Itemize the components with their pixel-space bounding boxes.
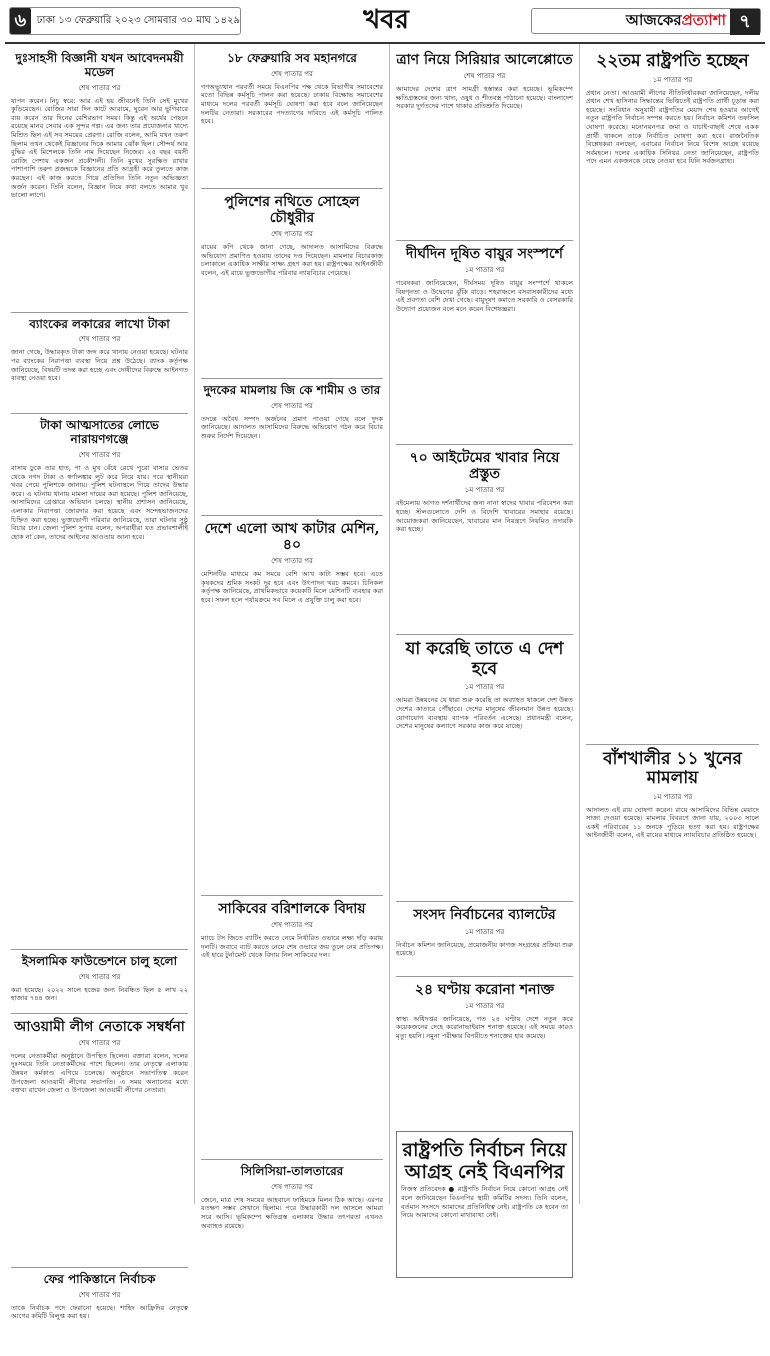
article-body: তদন্তে অবৈধ সম্পদ অর্জনের প্রমাণ পাওয়া গেছে বলে দুদক জানিয়েছে। আদালত আসামিদের বিরুদ্ধে অভিযোগ গঠন করে বিচার শুরুর নির্দেশ দিয়েছেন।: [201, 414, 383, 440]
section-title: খবর: [363, 5, 409, 35]
article-body: জানা গেছে, উদ্ধারকৃত টাকা জব্দ করে থানায় নেওয়া হয়েছে। ঘটনার পর ব্যাংকের নিরাপত্তা ব্যবস্থা নিয়ে প্রশ্ন উঠেছে। ব্যাংক কর্তৃপক্ষ জানিয়েছে, বিষয়টি তদন্ত করা হচ্ছে এবং দোষীদের বিরুদ্ধে আইনগত ব্যবস্থা নেওয়া হবে।: [11, 348, 188, 383]
divider: [11, 949, 188, 950]
continuation-note: শেষ পাতার পর: [78, 335, 121, 344]
article-headline: সাকিবের বরিশালকে বিদায়: [218, 900, 366, 917]
column-1: [5, 44, 195, 1321]
continuation-note: শেষ পাতার পর: [78, 1038, 121, 1047]
continuation-note: ১ম পাতার পর: [464, 927, 505, 936]
brand-page-number: ৭: [730, 9, 760, 35]
article-headline: সিলিসিয়া-তালতারের: [240, 1164, 344, 1179]
continuation-note: ১ম পাতার পর: [464, 486, 505, 495]
brand-name-red: প্রত্যাশা: [681, 10, 726, 29]
date-bar: [9, 7, 241, 35]
featured-article-box: [396, 1131, 573, 1279]
article-headline: দীর্ঘদিন দূষিত বায়ুর সংস্পর্শে: [406, 246, 563, 263]
continuation-note: শেষ পাতার পর: [78, 450, 121, 459]
article-headline: ৭০ আইটেমের খাবার নিয়ে প্রস্তুত: [409, 450, 560, 483]
article-headline: আওয়ামী লীগ নেতাকে সম্বর্ধনা: [14, 1018, 185, 1035]
continuation-note: শেষ পাতার পর: [271, 1182, 313, 1191]
article-headline: ফের পাকিস্তানে নির্বাচক: [43, 1271, 156, 1286]
article-body: আমরা উন্নয়নের যে ধারা শুরু করেছি তা অব্যাহত থাকলে দেশ উন্নত দেশের কাতারে পৌঁছাবে। দেশের মানুষের জীবনমান উন্নত হয়েছে। যোগাযোগ ব্যবস্থায় ব্যাপক পরিবর্তন এসেছে। প্রধানমন্ত্রী বলেন, দেশের মানুষের কল্যাণে সরকার কাজ করে যাচ্ছে।: [396, 696, 573, 731]
article-headline: ১৮ ফেব্রুয়ারি সব মহানগরে: [227, 51, 357, 65]
article-headline: দুঃসাহসী বিজ্ঞানী যখন আবেদনময়ী মডেল: [15, 51, 184, 79]
article-headline: সংসদ নির্বাচনের ব্যালটের: [413, 907, 556, 924]
article-body: যাপন করেন। নিচু স্বরে: আর এই হয় জীবনেই তিনি সেই মুখের কুড়িয়েছেন। রোজির সারা দিন কাটে আরামে, ঘুরেন আর ভুগিবারে ব্যয় করেন তার দিনের বেশিরভাগ সময়। কিন্তু এই অর্থের পেছনে রয়েছে মানব সেবার এক সুন্দর গল্প। এর জন্য তার প্রযোজনার খাদ্যে মিশ্রিত ছিল এই সব সময়ের প্রেরণা। রোজি বলেন, আমি যখন তরুণ ছিলাম তখন থেকেই বিজ্ঞানের দিকে আমার ঝোঁক ছিল। সৌন্দর্য আর বুদ্ধির এই মিশেলকে তিনি নাম দিয়েছেন নিজের। ২৫ বছর বয়সী রোজি পেশায় একজন প্রকৌশলী। তিনি মুখের সুরক্ষিত রাখার পাশাপাশি তরুণ প্রজন্মকে বিজ্ঞানের প্রতি আগ্রহী করে তুলতে কাজ করছেন। এই কাজ করতে গিয়ে প্রতিদিন তিনি নতুন অভিজ্ঞতা অর্জন করেন। তিনি বলেন, বিজ্ঞান নিয়ে কথা বলতে আমার খুব ভালো লাগে।: [11, 96, 188, 200]
article-body: জেনে, মাত্র শেষ সময়ের আহবানে ফাহিমকে মিলন ঠিক আছে। এরপর যতক্ষণ সম্ভব সেখানে ছিলাম। পরে উদ্ধারকারী দল আসলে আমরা সরে আসি। ভূমিকম্পে ক্ষতিগ্রস্ত এলাকায় উদ্ধার তৎপরতা এখনও অব্যাহত রয়েছে।: [201, 1195, 383, 1230]
article-headline: পুলিশের নথিতে সোহেল চৌধুরীর: [224, 193, 360, 226]
page-header: [5, 0, 765, 44]
brand-bar: [531, 8, 761, 34]
divider: [201, 515, 383, 516]
article-headline: দুদকের মামলায় জি কে শামীম ও তার: [203, 382, 381, 397]
article-headline: বাঁশখালীর ১১ খুনের মামলায়: [603, 748, 742, 789]
continuation-note: শেষ পাতার পর: [271, 401, 313, 410]
continuation-note: শেষ পাতার পর: [271, 229, 313, 238]
divider: [396, 901, 573, 902]
continuation-note: শেষ পাতার পর: [78, 83, 121, 92]
article-body: প্রধান নেতা। আওয়ামী লীগের নীতিনির্ধারকরা জানিয়েছেন, দলীয় প্রধান শেখ হাসিনার সিদ্ধান্তের ভিত্তিতেই রাষ্ট্রপতি প্রার্থী চূড়ান্ত করা হয়েছে। সংবিধান অনুযায়ী রাষ্ট্রপতির মেয়াদ শেষ হওয়ার আগেই নতুন রাষ্ট্রপতি নির্বাচন সম্পন্ন করতে হয়। নির্বাচন কমিশন তফসিল ঘোষণা করেছে। মনোনয়নপত্র জমা ও যাচাই-বাছাই শেষে একক প্রার্থী থাকলে তাকে নির্বাচিত ঘোষণা করা হবে। রাজনৈতিক বিশ্লেষকরা বলছেন, এবারের নির্বাচন নিয়ে বিশেষ আগ্রহ রয়েছে সর্বমহলে। দলের একাধিক সিনিয়র নেতা জানিয়েছেন, রাষ্ট্রপতি পদে এমন একজনকে বেছে নেওয়া হবে যিনি সর্বজনগ্রাহ্য।: [586, 88, 759, 166]
article-body: করা হয়েছে। ২০২২ সালে হজের জন্য নিবন্ধিত ছিল ৫ লাখ ২২ হাজার ৭৪৪ জন।: [11, 985, 188, 1003]
continuation-note: শেষ পাতার পর: [271, 556, 313, 565]
divider: [396, 634, 573, 635]
continuation-note: শেষ পাতার পর: [271, 921, 313, 930]
column-4: [580, 44, 765, 1204]
column-2: [195, 44, 390, 1230]
divider: [11, 312, 188, 313]
divider: [396, 240, 573, 241]
continuation-note: শেষ পাতার পর: [271, 69, 313, 78]
continuation-note: ১ম পাতার পর: [464, 266, 505, 275]
article-body: দলের নেতাকর্মীরা অনুষ্ঠানে উপস্থিত ছিলেন। বক্তারা বলেন, দলের দুঃসময়ে তিনি নেতাকর্মীদের পাশে ছিলেন। তার নেতৃত্বে এলাকায় উন্নয়ন কর্মকাণ্ড এগিয়ে চলেছে। অনুষ্ঠানে সভাপতিত্ব করেন উপজেলা আওয়ামী লীগের সভাপতি। এ সময় অন্যান্যের মধ্যে বক্তব্য রাখেন জেলা ও উপজেলা আওয়ামী লীগের নেতারা।: [11, 1051, 188, 1095]
article-headline: দেশে এলো আখ কাটার মেশিন, ৪০: [204, 520, 380, 553]
continuation-note: ১ম পাতার পর: [464, 683, 505, 692]
divider: [396, 444, 573, 445]
divider: [201, 895, 383, 896]
article-body: নির্বাচন কমিশন জানিয়েছে, প্রয়োজনীয় কাগজ সংগ্রহের প্রক্রিয়া শুরু হয়েছে।: [396, 940, 573, 958]
continuation-note: শেষ পাতার পর: [463, 72, 506, 81]
article-body: মেশিনটির মাধ্যমে কম সময়ে বেশি আখ কাটা সম্ভব হবে। এতে কৃষকদের শ্রমিক সংকট দূর হবে এবং উৎপাদন খরচ কমবে। চিনিকল কর্তৃপক্ষ জানিয়েছে, প্রাথমিকভাবে কয়েকটি মিলে মেশিনটি ব্যবহার করা হবে। সফল হলে পর্যায়ক্রমে সব মিলে এ প্রযুক্তি চালু করা হবে।: [201, 569, 383, 604]
article-body: বইমেলায় আগত দর্শনার্থীদের জন্য নানা স্বাদের খাবার পরিবেশন করা হচ্ছে। স্টলগুলোতে দেশি ও বিদেশি খাবারের সমাহার রয়েছে। আয়োজকরা জানিয়েছেন, খাবারের মান নিয়ন্ত্রণে নিয়মিত তদারকি করা হচ্ছে।: [396, 499, 573, 534]
article-headline: রাষ্ট্রপতি নির্বাচন নিয়ে আগ্রহ নেই বিএনপির: [402, 1138, 567, 1183]
article-body: স্বাস্থ্য অধিদপ্তর জানিয়েছে, গত ২৪ ঘণ্টায় দেশে নতুন করে কয়েকজনের দেহে করোনাভাইরাস শনাক্ত হয়েছে। এই সময়ে কারও মৃত্যু হয়নি। নমুনা পরীক্ষার বিপরীতে শনাক্তের হার কমেছে।: [396, 1014, 573, 1040]
article-body: নিজস্ব প্রতিবেদক ● রাষ্ট্রপতি নির্বাচন নিয়ে কোনো আগ্রহ নেই বলে জানিয়েছেন বিএনপির স্থায়ী কমিটির সদস্য। তিনি বলেন, বর্তমান সংসদে আমাদের প্রতিনিধিত্ব নেই। রাষ্ট্রপতি কে হবেন তা নিয়ে আমাদের কোনো মাথাব্যথা নেই।: [401, 1185, 568, 1220]
divider: [11, 1267, 188, 1268]
divider: [201, 378, 383, 379]
continuation-note: ১ম পাতার পর: [652, 792, 693, 801]
article-headline: ২৪ ঘণ্টায় করোনা শনাক্ত: [414, 981, 555, 998]
divider: [396, 976, 573, 977]
divider: [11, 1013, 188, 1014]
article-body: গবেষকরা জানিয়েছেন, দীর্ঘসময় দূষিত বায়ুর সংস্পর্শে থাকলে বিষণ্নতা ও উদ্বেগের ঝুঁকি বাড়ে। শহরাঞ্চলে বসবাসকারীদের মধ্যে এই প্রবণতা বেশি দেখা গেছে। বায়ুদূষণ কমাতে সরকারি ও বেসরকারি উদ্যোগ প্রয়োজন বলে মনে করেন বিশেষজ্ঞরা।: [396, 279, 573, 313]
article-body: বাসায় ঢুকে তার হাত, পা ও মুখ বেঁধে রেখে পুরো বাসার ভেতর থেকে নগদ টাকা ও স্বর্ণালঙ্কার লুট করে নিয়ে যায়। পরে স্থানীয়রা খবর পেয়ে পুলিশকে জানায়। পুলিশ ঘটনাস্থলে গিয়ে তাদের উদ্ধার করে। এ ঘটনায় থানায় মামলা দায়ের করা হয়েছে। পুলিশ জানিয়েছে, আসামিদের গ্রেপ্তারে অভিযান চলছে। স্থানীয় প্রশাসন জানিয়েছে, এলাকার নিরাপত্তা জোরদার করা হয়েছে এবং সন্দেহভাজনদের চিহ্নিত করা হচ্ছে। ভুক্তভোগী পরিবার জানিয়েছে, তারা ঘটনার সুষ্ঠু বিচার চান। জেলা পুলিশ সুপার বলেন, অপরাধীরা যত প্রভাবশালীই হোক না কেন, তাদের আইনের আওতায় আনা হবে।: [11, 463, 188, 541]
article-body: আদালত এই রায় ঘোষণা করেন। রায়ে আসামিদের বিভিন্ন মেয়াদে সাজা দেওয়া হয়েছে। মামলার বিবরণে জানা যায়, ২০০৩ সালে একই পরিবারের ১১ জনকে পুড়িয়ে হত্যা করা হয়। রাষ্ট্রপক্ষের আইনজীবী বলেন, এই রায়ের মাধ্যমে ন্যায়বিচার প্রতিষ্ঠিত হয়েছে।: [586, 805, 759, 840]
article-headline: ত্রাণ নিয়ে সিরিয়ার আলেপ্পোতে: [396, 52, 573, 68]
divider: [201, 188, 383, 189]
page-number: ৬: [10, 8, 31, 34]
continuation-note: ১ম পাতার পর: [652, 75, 693, 84]
article-headline: ইসলামিক ফাউন্ডেশনে চালু হলো: [21, 953, 178, 968]
divider: [11, 413, 188, 414]
brand-name-black: আজকের: [625, 10, 682, 29]
divider: [201, 1159, 383, 1160]
article-body: তাকে নির্বাচক পদে ফেরানো হয়েছে। শাহিদ আফ্রিদির নেতৃত্বে আগের কমিটি বিলুপ্ত করা হয়।: [11, 1303, 188, 1321]
column-3: [390, 44, 580, 1220]
article-body: ম্যাচে টস জিতে ব্যাটিং করতে নেমে নির্ধারিত ওভারে লক্ষ্য দাঁড় করায় দলটি। জবাবে ব্যাট করতে নেমে শেষ ওভারে জয় তুলে নেয় প্রতিপক্ষ। এই হারে টুর্নামেন্ট থেকে বিদায় নিল সাকিবের দল।: [201, 934, 383, 960]
article-body: রায়ের কপি থেকে জানা গেছে, আদালত আসামিদের বিরুদ্ধে অভিযোগ প্রমাণিত হওয়ায় তাদের দণ্ড দিয়েছেন। মামলার বিচারকাজ চলাকালে একাধিক সাক্ষীর সাক্ষ্য গ্রহণ করা হয়। রাষ্ট্রপক্ষের আইনজীবী বলেন, এই রায়ে ভুক্তভোগীর পরিবার ন্যায়বিচার পেয়েছে।: [201, 242, 383, 277]
continuation-note: শেষ পাতার পর: [78, 972, 121, 981]
article-headline: ব্যাংকের লকারের লাখো টাকা: [29, 316, 170, 331]
divider: [586, 744, 759, 745]
article-body: গণঅভ্যুত্থান পরবর্তী সময়ে বিএনপির পক্ষ থেকে বিভাগীয় সমাবেশের মতো বিভিন্ন কর্মসূচি পালন করা হয়েছে। ঢাকায় বিক্ষোভ সমাবেশের মাধ্যমে দলের পরবর্তী কর্মসূচি ঘোষণা করা হবে বলে জানিয়েছেন দলটির নেতারা। সরকারের পদত্যাগের দাবিতে এই কর্মসূচি পালিত হবে।: [201, 82, 383, 126]
article-headline: ২২তম রাষ্ট্রপতি হচ্ছেন: [596, 51, 749, 71]
edition-date: ঢাকা ১৩ ফেব্রুয়ারি ২০২৩ সোমবার ৩০ মাঘ ১৪২৯: [36, 14, 240, 26]
article-body: আমাদের দেশের ত্রাণ সামগ্রী হস্তান্তর করা হয়েছে। ভূমিকম্পে ক্ষতিগ্রস্তদের জন্য খাদ্য, ওষুধ ও শীতবস্ত্র পাঠানো হয়েছে। বাংলাদেশ সরকার দুর্গতদের পাশে থাকার প্রতিশ্রুতি দিয়েছে।: [396, 85, 573, 111]
article-headline: টাকা আত্মসাতের লোভে নারায়ণগঞ্জে: [40, 418, 159, 447]
continuation-note: ১ম পাতার পর: [464, 1001, 505, 1010]
article-headline: যা করেছি তাতে এ দেশ হবে: [405, 639, 564, 679]
continuation-note: শেষ পাতার পর: [78, 1290, 121, 1299]
